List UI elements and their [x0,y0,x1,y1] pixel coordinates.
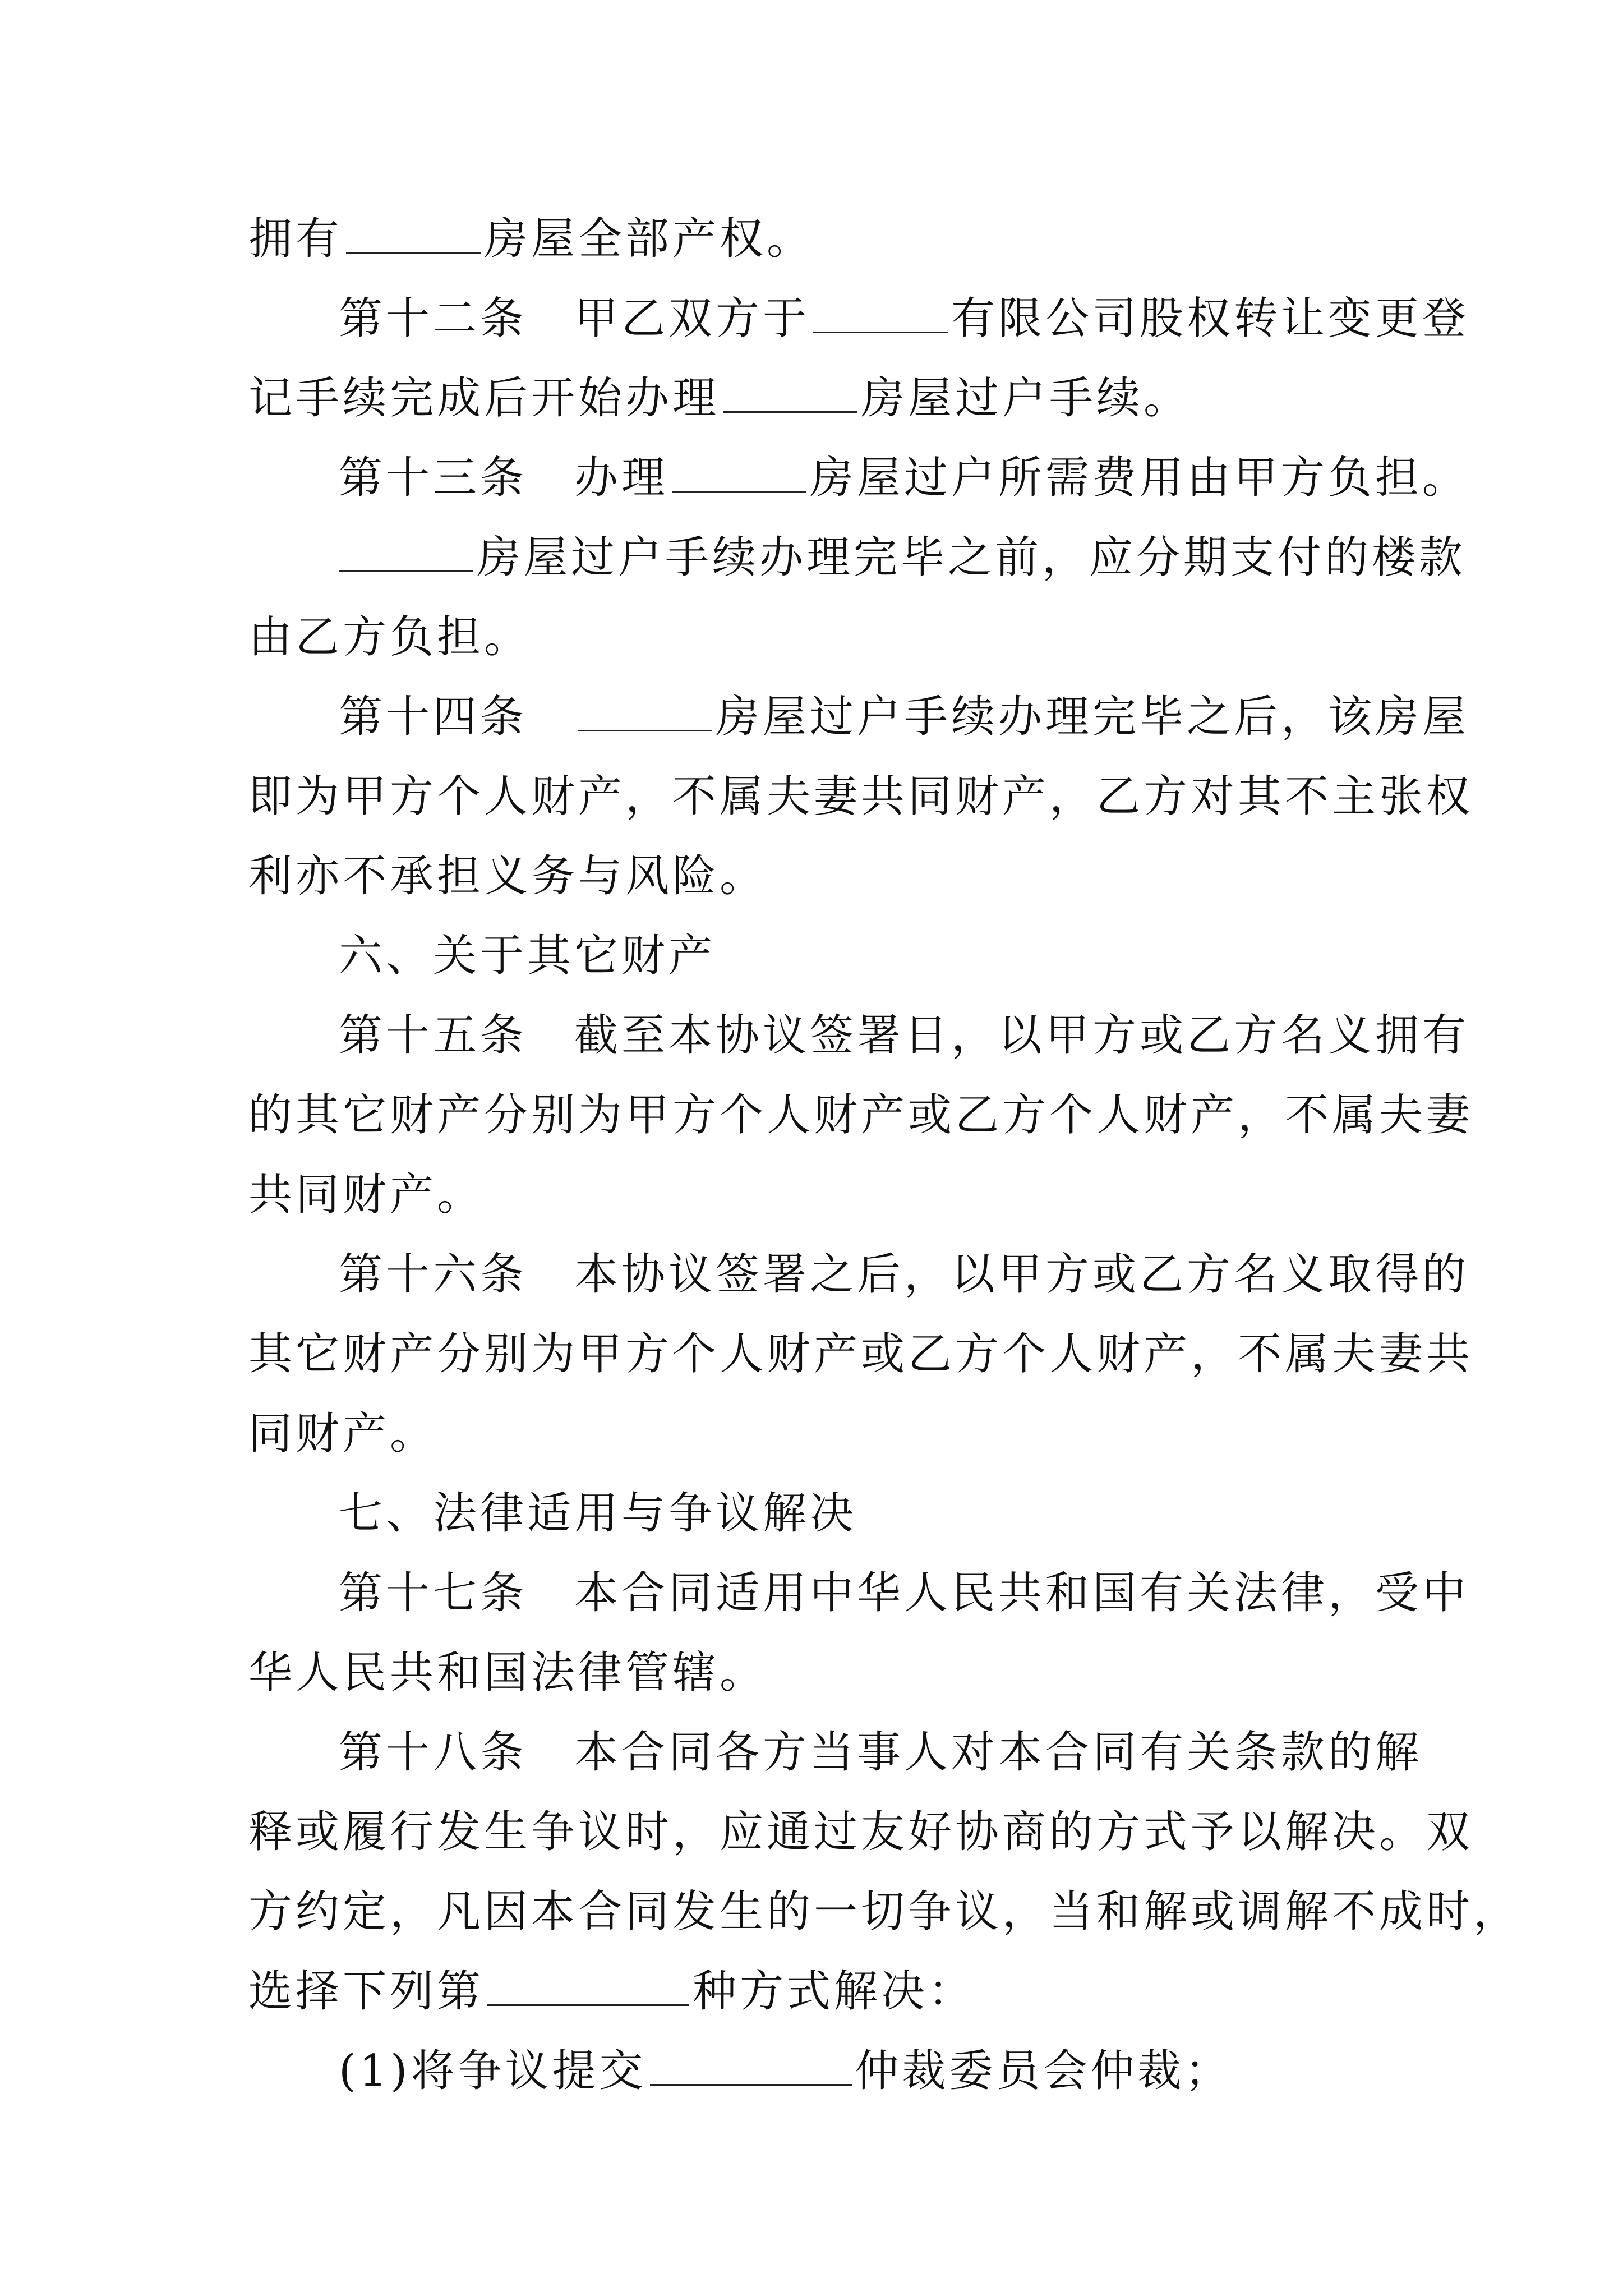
line-text: 即为甲方个人财产，不属夫妻共同财产，乙方对其不主张权 [248,771,1474,822]
clause-14 [339,690,1469,744]
clause-17 [339,1566,1469,1620]
line-text: 方约定，凡因本合同发生的一切争议，当和解或调解不成时， [248,1887,1521,1937]
line-text: 记手续完成后开始办理 [248,373,720,424]
line-text: 第十六条 本协议签署之后，以甲方或乙方名义取得的 [339,1249,1470,1300]
clause-13 [339,451,1469,505]
text-line [248,610,531,664]
line-text: 其它财产分别为甲方个人财产或乙方个人财产，不属夫妻共 [248,1329,1474,1379]
line-text: (1)将争议提交 [339,2046,647,2096]
section-title: 六、关于其它财产 [339,931,716,981]
clause-12 [339,292,1469,346]
line-text: 房屋过户手续办理完毕之前，应分期支付的楼款 [477,532,1467,583]
section-title: 七、法律适用与争议解决 [339,1488,857,1539]
text-line [248,371,1191,425]
fill-in-blank [672,455,806,493]
option-item [339,2044,1232,2098]
line-text: 同财产。 [248,1409,437,1459]
text-line [248,849,767,903]
line-text: 第十二条 甲乙双方于 [339,293,810,344]
line-text: 仲裁委员会仲裁； [855,2046,1232,2096]
text-line [248,1407,437,1461]
fill-in-blank [650,2048,852,2086]
fill-in-blank [813,296,948,333]
line-text: 拥有 [248,214,343,264]
fill-in-blank [723,375,857,413]
line-text: 第十五条 截至本协议签署日，以甲方或乙方名义拥有 [339,1010,1470,1061]
section-heading [339,1487,857,1540]
text-line [248,1885,1520,1939]
text-line [248,1646,767,1700]
text-line [248,1805,1473,1859]
line-text: 共同财产。 [248,1170,485,1220]
line-text: 利亦不承担义务与风险。 [248,851,767,901]
line-text: 释或履行发生争议时，应通过友好协商的方式予以解决。双 [248,1807,1474,1857]
text-line [339,531,1466,585]
line-text: 房屋过户手续。 [861,373,1191,424]
text-line [248,1088,1473,1142]
fill-in-blank [578,694,712,731]
line-text: 华人民共和国法律管辖。 [248,1648,767,1698]
clause-15 [339,1009,1469,1062]
text-line [248,1327,1473,1381]
fill-in-blank [487,1968,689,2006]
line-text: 房屋全部产权。 [484,214,814,264]
text-line [248,1168,484,1222]
line-text: 第十四条 [339,692,575,742]
line-text: 选择下列第 [248,1966,485,2017]
line-text: 房屋过户手续办理完毕之后，该房屋 [716,692,1470,742]
text-line [248,1964,975,2018]
text-line [248,770,1473,823]
line-text: 由乙方负担。 [248,612,532,662]
clause-16 [339,1248,1469,1301]
line-text: 的其它财产分别为甲方个人财产或乙方个人财产，不属夫妻 [248,1090,1474,1140]
clause-18 [339,1726,1422,1779]
fill-in-blank [346,216,481,254]
text-line [248,212,814,266]
line-text: 第十三条 办理 [339,453,669,503]
line-text: 有限公司股权转让变更登 [951,293,1470,344]
section-heading [339,929,716,983]
line-text: 第十八条 本合同各方当事人对本合同有关条款的解 [339,1727,1423,1778]
line-text: 房屋过户所需费用由甲方负担。 [810,453,1470,503]
line-text: 种方式解决： [693,1966,976,2017]
fill-in-blank [339,535,473,572]
line-text: 第十七条 本合同适用中华人民共和国有关法律，受中 [339,1568,1470,1618]
